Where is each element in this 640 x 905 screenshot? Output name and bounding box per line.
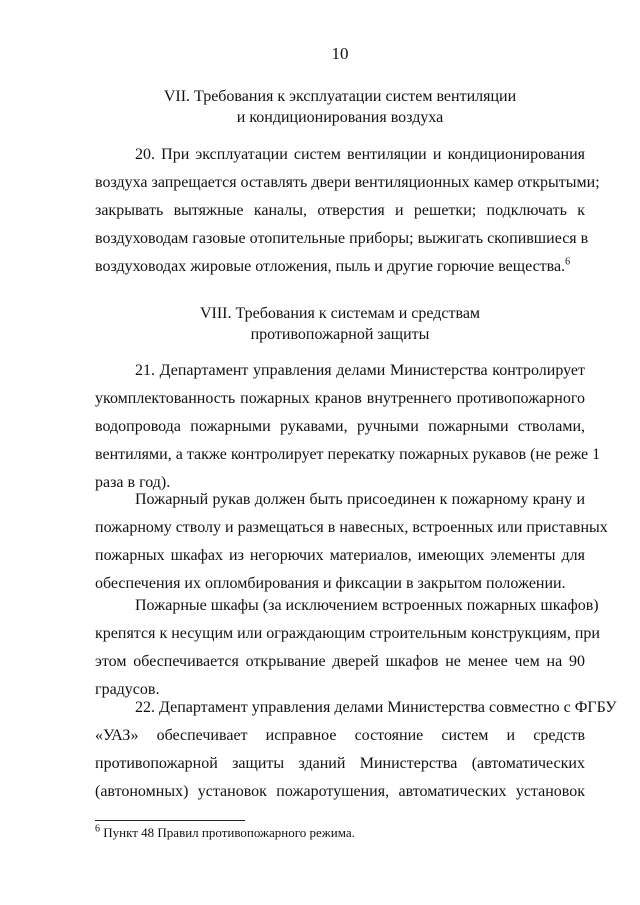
section-7-heading [90,86,590,128]
footnote [95,825,355,841]
paragraph-line: вентилями, а также контролирует перекатку пожарных рукавов (не реже 1 [95,446,601,463]
section-8-heading [90,303,590,345]
paragraph-line: (автономных) установок пожаротушения, автоматических установок [95,783,585,800]
paragraph-line: закрывать вытяжные каналы, отверстия и решетки; подключать к [95,202,585,219]
paragraph-line: крепятся к несущим или ограждающим строительным конструкциям, при [95,625,600,642]
paragraph-line: пожарных шкафах из негорючих материалов, имеющих элементы для [95,547,585,564]
paragraph-line: 21. Департамент управления делами Министерства контролирует [135,362,585,379]
paragraph-21-fire-cabinets [95,592,600,704]
heading-line: и кондиционирования воздуха [236,109,444,126]
paragraph-line-text: воздуховодах жировые отложения, пыль и другие горючие вещества. [95,258,566,275]
paragraph-line: воздуха запрещается оставлять двери вентиляционных камер открытыми; [95,174,600,191]
paragraph-20 [95,141,600,281]
paragraph-line: пожарному стволу и размещаться в навесных, встроенных или приставных [95,519,608,536]
paragraph-22 [95,694,617,806]
heading-line: VIII. Требования к системам и средствам [199,305,481,322]
paragraph-line: противопожарной защиты зданий Министерства (автоматических [95,755,585,772]
paragraph-line: обеспечения их опломбирования и фиксации в закрытом положении. [95,575,566,592]
heading-line: противопожарной защиты [250,326,430,343]
footnote-marker: 6 [95,823,100,835]
paragraph-line: укомплектованность пожарных кранов внутреннего противопожарного [95,390,585,407]
paragraph-line [95,253,585,281]
paragraph-line: водопровода пожарными рукавами, ручными пожарными стволами, [95,418,585,435]
paragraph-line: 22. Департамент управления делами Министерства совместно с ФГБУ [135,699,617,716]
heading-line: VII. Требования к эксплуатации систем вентиляции [163,88,517,105]
paragraph-21 [95,357,601,497]
paragraph-line: «УАЗ» обеспечивает исправное состояние систем и средств [95,727,585,744]
page-number: 10 [331,44,349,63]
paragraph-21-fire-hose [95,486,608,598]
footnote-divider [95,820,245,821]
paragraph-line: раза в год). [95,474,171,491]
paragraph-line: градусов. [95,681,160,698]
paragraph-line: Пожарные шкафы (за исключением встроенных пожарных шкафов) [135,597,599,614]
paragraph-line: Пожарный рукав должен быть присоединен к пожарному крану и [135,491,585,508]
paragraph-line: 20. При эксплуатации систем вентиляции и кондиционирования [135,146,585,163]
footnote-text: Пункт 48 Правил противопожарного режима. [100,825,355,840]
footnote-reference: 6 [565,256,571,268]
paragraph-line: воздуховодам газовые отопительные приборы; выжигать скопившиеся в [95,230,589,247]
paragraph-line: этом обеспечивается открывание дверей шкафов не менее чем на 90 [95,653,585,670]
